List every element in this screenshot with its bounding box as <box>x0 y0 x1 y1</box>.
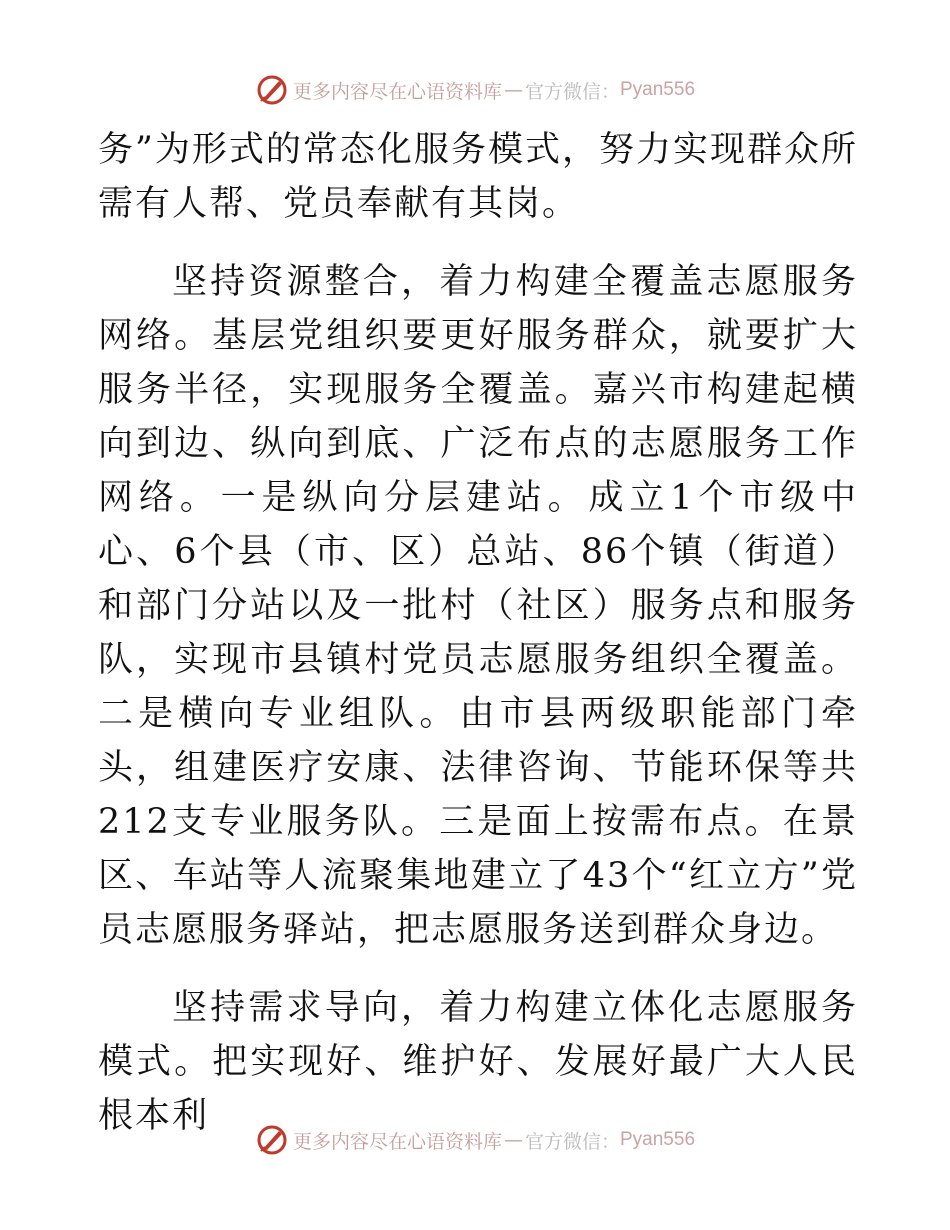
watermark-wechat-id: Pyan556 <box>620 1129 696 1150</box>
paragraph-continued: 务”为形式的常态化服务模式，努力实现群众所需有人帮、党员奉献有其岗。 <box>98 130 858 224</box>
paragraph-resource-integration: 坚持资源整合，着力构建全覆盖志愿服务网络。基层党组织要更好服务群众，就要扩大服务半径，实现服务全覆盖。嘉兴市构建起横向到边、纵向到底、广泛布点的志愿服务工作网络。一是纵向分层建站。成立1个市级中心、6个县（市、区）总站、86个镇（街道）和部门分站以及一批村（社区）服务点和服务队，实现市县镇村党员志愿服务组织全覆盖。二是横向专业组队。由市县两级职能部门牵头，组建医疗安康、法律咨询、节能环保等共212支专业服务队。三是面上按需布点。在景区、车站等人流聚集地建立了43个“红立方”党员志愿服务驿站，把志愿服务送到群众身边。 <box>98 262 858 950</box>
footer-watermark <box>0 1120 950 1160</box>
watermark-main-text: 更多内容尽在心语资料库 <box>292 80 502 103</box>
watermark-main-text: 更多内容尽在心语资料库 <box>292 1130 502 1153</box>
watermark-dash: — <box>503 1129 523 1151</box>
feather-pen-logo-icon <box>255 73 289 107</box>
paragraph-demand-orientation: 坚持需求导向，着力构建立体化志愿服务模式。把实现好、维护好、发展好最广大人民根本利 <box>98 988 858 1136</box>
document-body <box>98 123 858 1143</box>
watermark-wechat-id: Pyan556 <box>620 79 696 100</box>
watermark-official-label: 官方微信： <box>524 80 620 103</box>
watermark-dash: — <box>503 79 523 101</box>
watermark-official-label: 官方微信： <box>524 1130 620 1153</box>
header-watermark <box>0 70 950 110</box>
feather-pen-logo-icon <box>255 1123 289 1157</box>
